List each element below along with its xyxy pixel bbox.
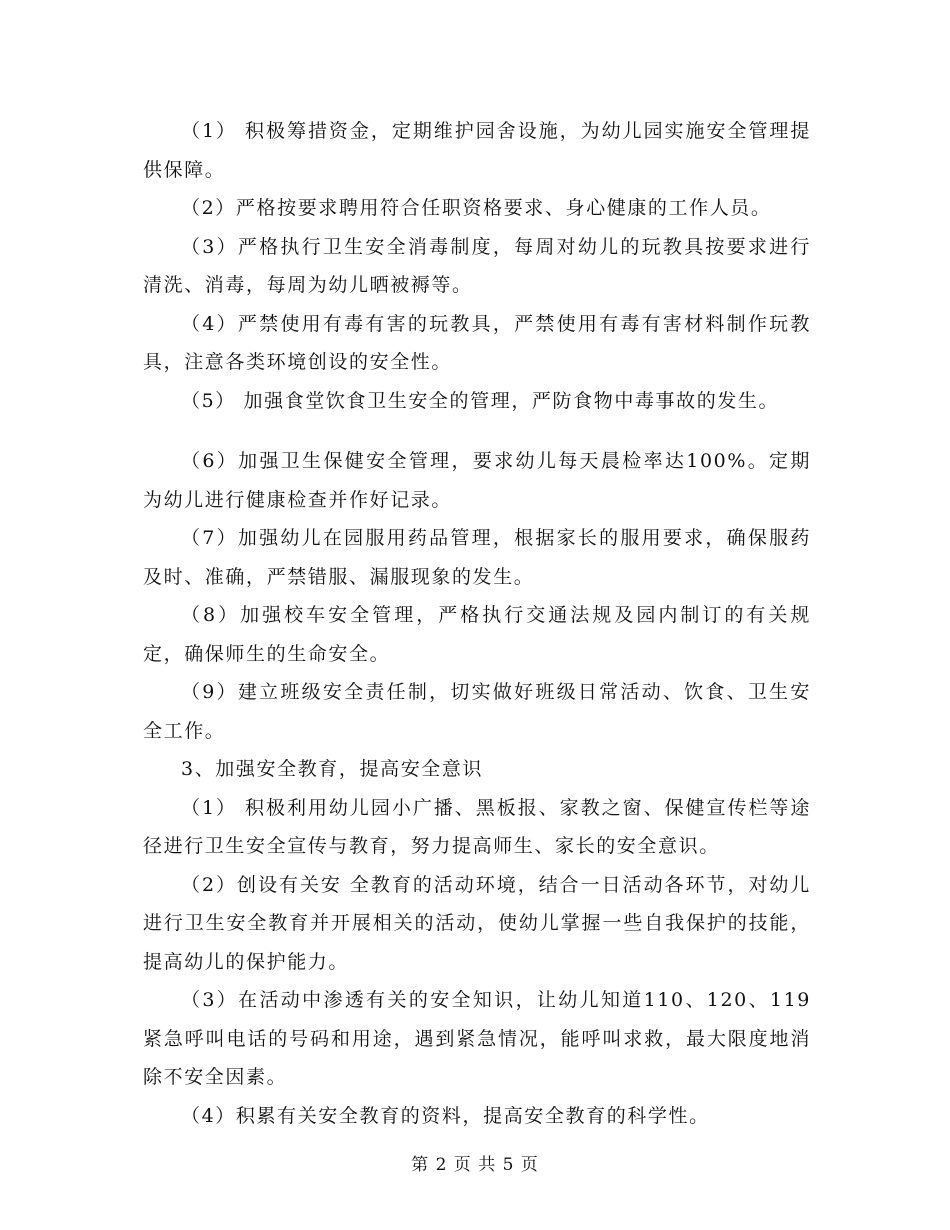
paragraph-6: （6）加强卫生保健安全管理，要求幼儿每天晨检率达100%。定期为幼儿进行健康检查并作好记录。	[143, 450, 811, 511]
paragraph-4: （4）严禁使用有毒有害的玩教具，严禁使用有毒有害材料制作玩教具，注意各类环境创设的安全性。	[143, 312, 811, 373]
paragraph-10: （1） 积极利用幼儿园小广播、黑板报、家教之窗、保健宣传栏等途径进行卫生安全宣传与教育，努力提高师生、家长的安全意识。	[143, 796, 811, 857]
document-body	[143, 112, 811, 1135]
paragraph-12: （3）在活动中渗透有关的安全知识，让幼儿知道110、120、119紧急呼叫电话的号码和用途，遇到紧急情况，能呼叫求救，最大限度地消除不安全因素。	[143, 989, 811, 1088]
section-heading: 3、加强安全教育，提高安全意识	[181, 758, 484, 780]
paragraph-2: （2）严格按要求聘用符合任职资格要求、身心健康的工作人员。	[181, 197, 772, 219]
paragraph-7: （7）加强幼儿在园服用药品管理，根据家长的服用要求，确保服药及时、准确，严禁错服、漏服现象的发生。	[143, 527, 811, 588]
paragraph-8: （8）加强校车安全管理，严格执行交通法规及园内制订的有关规定，确保师生的生命安全。	[143, 604, 811, 665]
paragraph-1: （1） 积极筹措资金，定期维护园舍设施，为幼儿园实施安全管理提供保障。	[143, 120, 811, 181]
paragraph-11: （2）创设有关安 全教育的活动环境，结合一日活动各环节，对幼儿进行卫生安全教育并开展相关的活动，使幼儿掌握一些自我保护的技能，提高幼儿的保护能力。	[143, 873, 811, 973]
paragraph-5: （5） 加强食堂饮食卫生安全的管理，严防食物中毒事故的发生。	[181, 389, 780, 412]
page-footer: 第 2 页 共 5 页	[411, 1155, 539, 1175]
paragraph-9: （9）建立班级安全责任制，切实做好班级日常活动、饮食、卫生安全工作。	[143, 681, 811, 742]
paragraph-13: （4）积累有关安全教育的资料，提高安全教育的科学性。	[181, 1104, 710, 1127]
paragraph-3: （3）严格执行卫生安全消毒制度，每周对幼儿的玩教具按要求进行清洗、消毒，每周为幼儿晒被褥等。	[143, 235, 811, 296]
